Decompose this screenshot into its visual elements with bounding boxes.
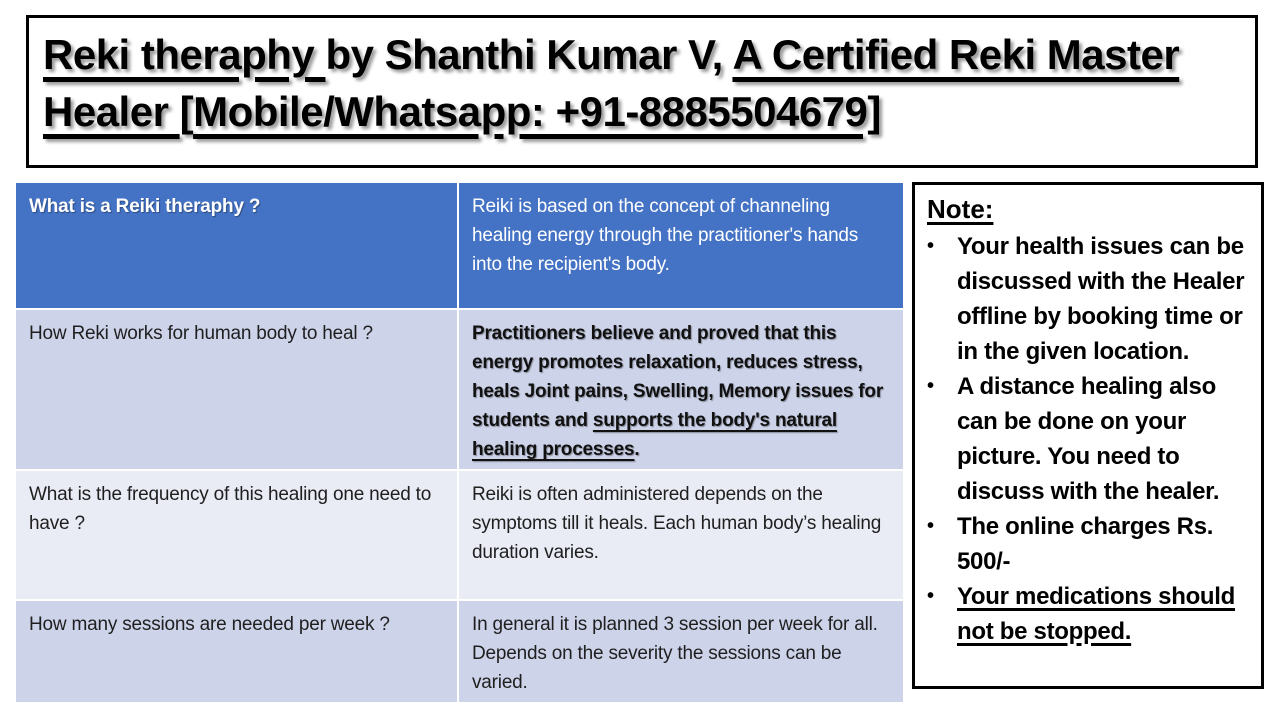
title-segment-reki-theraphy: Reki theraphy [43,31,326,78]
note-heading: Note: [927,194,994,224]
bullet-icon: • [927,235,934,257]
title-segment-mobile-whatsapp: Mobile/Whatsapp: +91-8885504679] [193,88,881,135]
note-bullet-text: Your medications should not be stopped. [957,583,1236,645]
answer-period: . [634,439,640,460]
bullet-icon: • [927,585,934,607]
title-segment-open-bracket: [ [179,88,194,135]
note-bullet-text: The online charges Rs. 500/- [957,513,1214,575]
list-item [927,509,1253,579]
bullet-icon: • [927,515,934,537]
list-item [927,579,1253,649]
table-row-2-question: How Reki works for human body to heal ? [16,310,457,469]
qa-table [16,183,903,702]
list-item [927,229,1253,369]
table-row-1-question: What is a Reiki theraphy ? [16,183,457,308]
note-bullet-text: A distance healing also can be done on your picture. You need to discuss with the healer. [957,373,1220,505]
table-row-2-answer [459,310,903,469]
answer-underlined-text: supports the body's natural healing processes [472,410,837,460]
list-item [927,369,1253,509]
bullet-icon: • [927,375,934,397]
table-row-3-answer: Reiki is often administered depends on the symptoms till it heals. Each human body’s healing duration varies. [459,471,903,599]
answer-bold-text: Practitioners believe and proved that this energy promotes relaxation, reduces stress, heals Joint pains, Swelling, Memory issues for students and [472,323,884,431]
note-box [912,182,1264,689]
table-row-4-question: How many sessions are needed per week ? [16,601,457,702]
title-segment-certified-healer: A Certified Reki Master Healer [43,31,1180,135]
note-bullet-text: Your health issues can be discussed with the Healer offline by booking time or in the given location. [957,233,1245,365]
table-row-3-question: What is the frequency of this healing one need to have ? [16,471,457,599]
title-segment-by-author: by Shanthi Kumar V, [325,31,733,78]
table-row-4-answer: In general it is planned 3 session per week for all. Depends on the severity the sessions can be varied. [459,601,903,702]
page-title [43,26,1239,140]
title-box [26,15,1258,168]
table-row-1-answer: Reiki is based on the concept of channeling healing energy through the practitioner's hands into the recipient's body. [459,183,903,308]
note-list [927,229,1253,649]
